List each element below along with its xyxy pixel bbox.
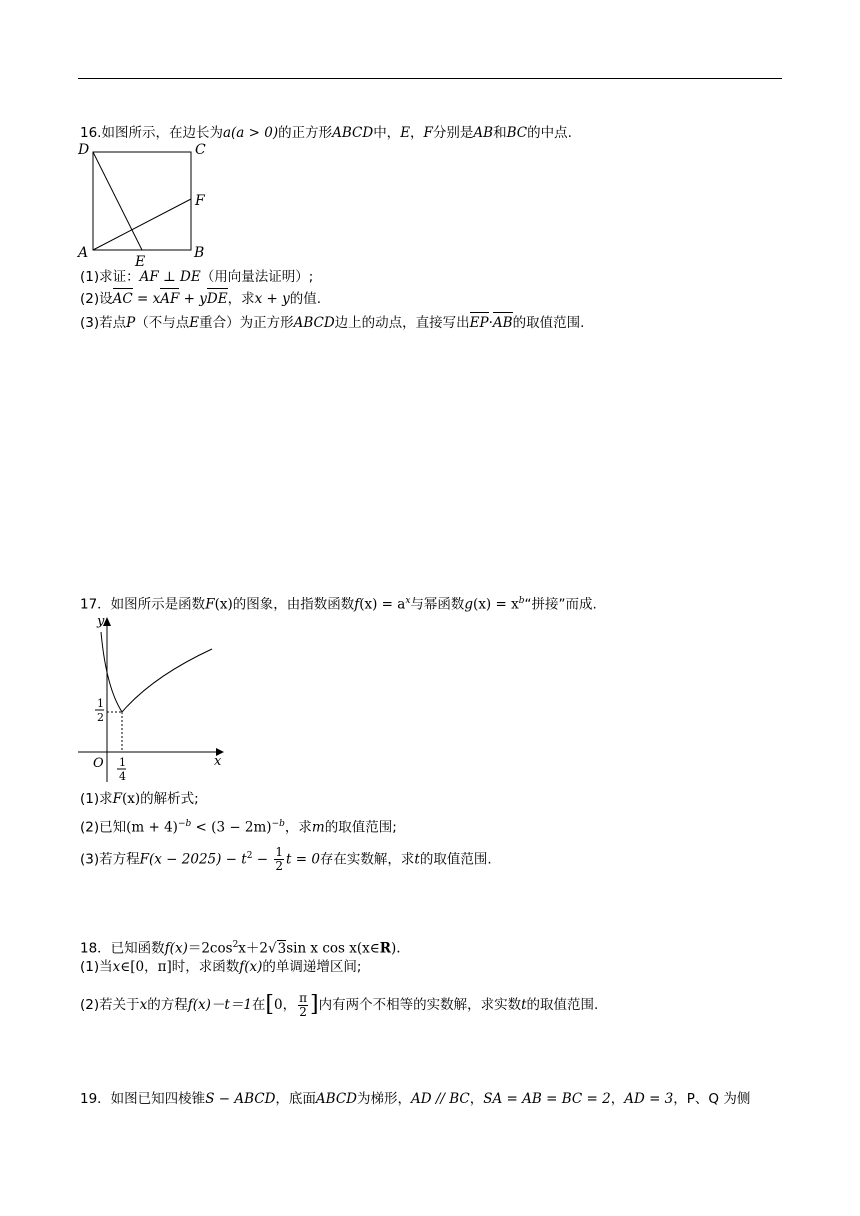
label-quarter-num: 1 — [119, 756, 126, 769]
q17-function-graph — [76, 612, 236, 786]
segment-af — [93, 199, 191, 250]
q16-intro: 16.如图所示，在边长为a(a > 0)的正方形ABCD中，E，F分别是AB和BC的中点. — [80, 125, 572, 141]
fraction-pi-half: $\frac{\pi}{2}$ — [299, 990, 307, 1019]
fraction-one-half: $\frac{1}{2}$ — [275, 845, 283, 873]
q17-part3: (3)若方程$F(x - 2025) - t^2$ − $\frac{1}{2}$ t = 0存在实数解，求t的取值范围. — [80, 845, 492, 873]
label-half-den: 2 — [97, 711, 104, 724]
label-e: E — [135, 254, 146, 268]
label-y: y — [97, 614, 105, 629]
q18-part2: (2)若关于x的方程f(x)－t＝1在[0， $\frac{\pi}{2}$ ]内有两个不相等的实数解，求实数t的取值范围. — [80, 990, 599, 1019]
q18-intro: 18．已知函数$f(x)=2\cos^2x+2√3\sin$ x cos x(x∈R). — [80, 940, 401, 957]
curve-power — [122, 649, 212, 712]
sqrt-symbol: √ — [268, 940, 277, 957]
header-rule — [78, 78, 782, 79]
segment-de — [93, 152, 142, 250]
label-x: x — [214, 754, 222, 769]
q16-square-figure — [76, 140, 216, 268]
q18-part1: (1)当x∈[0，π]时，求函数f(x)的单调递增区间; — [80, 959, 362, 975]
label-d: D — [78, 142, 90, 158]
q16-part1: (1)求证：AF ⊥ DE（用向量法证明）; — [80, 269, 314, 285]
q17-part1: (1)求F(x)的解析式; — [80, 791, 199, 807]
label-f: F — [195, 193, 205, 209]
q17-intro: 17．如图所示是函数F(x)的图象，由指数函数$f(x) = a^x$与幂函数$g(x) = x^b“$拼接”而成. — [80, 596, 597, 613]
q17-part2: (2)已知$(m + 4)^{-b} < (3 - 2m)^{-b}$，求m的取值范围; — [80, 819, 397, 836]
bracket-right: ] — [310, 992, 319, 1017]
q16-part3: (3)若点P（不与点E重合）为正方形ABCD边上的动点，直接写出EP·AB的取值范围. — [80, 315, 585, 331]
q16-part2: (2)设AC = xAF + yDE，求x + y的值. — [80, 291, 322, 307]
label-a: A — [78, 245, 89, 261]
label-origin: O — [93, 756, 104, 771]
curve-exponential — [101, 632, 122, 712]
label-half-num: 1 — [97, 697, 104, 710]
bracket-left: [ — [265, 992, 275, 1017]
square-abcd — [93, 152, 191, 250]
label-c: C — [195, 142, 206, 158]
label-b: B — [194, 245, 205, 261]
q19-intro: 19．如图已知四棱锥S − ABCD，底面ABCD为梯形，AD // BC，SA = AB = BC = 2，AD = 3，P、Q 为侧 — [80, 1091, 751, 1107]
label-quarter-den: 4 — [119, 770, 126, 783]
